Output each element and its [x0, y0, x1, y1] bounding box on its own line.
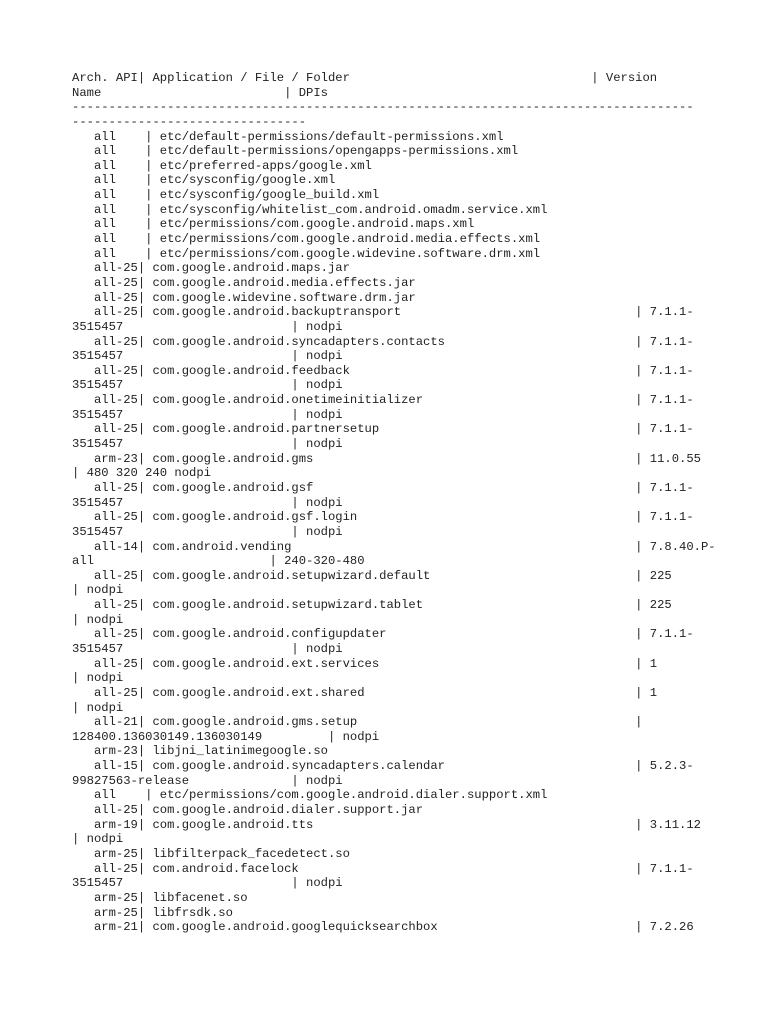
package-table [72, 71, 716, 935]
table-row: all-25| com.google.android.configupdater | 7.1.1- [72, 627, 694, 642]
table-row: 128400.136030149.136030149 | nodpi [72, 729, 380, 744]
table-row: all-25| com.google.android.setupwizard.tablet | 225 [72, 598, 672, 613]
table-row: all-21| com.google.android.gms.setup | [72, 715, 643, 730]
table-row: all | etc/default-permissions/opengapps-permissions.xml [72, 144, 519, 159]
table-row: all | 240-320-480 [72, 554, 365, 569]
table-row: 3515457 | nodpi [72, 437, 343, 452]
table-row: all | etc/default-permissions/default-permissions.xml [72, 129, 504, 144]
table-row: arm-25| libfacenet.so [72, 890, 248, 905]
table-row: all | etc/permissions/com.google.widevine.software.drm.xml [72, 246, 541, 261]
table-row: all-25| com.google.android.media.effects.jar [72, 275, 416, 290]
table-row: 3515457 | nodpi [72, 495, 343, 510]
table-row: 3515457 | nodpi [72, 378, 343, 393]
table-row: all-25| com.google.android.gsf.login | 7.1.1- [72, 510, 694, 525]
table-row: all-25| com.google.android.backuptransport | 7.1.1- [72, 305, 694, 320]
table-row: all-25| com.google.android.onetimeinitializer | 7.1.1- [72, 393, 694, 408]
table-row: arm-23| libjni_latinimegoogle.so [72, 744, 328, 759]
header-line: Arch. API| Application / File / Folder | Version [72, 71, 658, 85]
table-row: all-14| com.android.vending | 7.8.40.P- [72, 539, 716, 554]
table-row: arm-19| com.google.android.tts | 3.11.12 [72, 817, 701, 832]
table-row: 3515457 | nodpi [72, 319, 343, 334]
table-row: | nodpi [72, 700, 124, 715]
table-row: all | etc/sysconfig/whitelist_com.android.omadm.service.xml [72, 202, 548, 217]
table-row: all | etc/sysconfig/google_build.xml [72, 188, 380, 203]
header-rule: -------------------------------- [72, 114, 307, 129]
header-rule: ------------------------------------------------------------------------------------- [72, 100, 694, 115]
table-row: all-25| com.google.android.maps.jar [72, 261, 350, 276]
table-row: all | etc/preferred-apps/google.xml [72, 158, 372, 173]
table-row: all-25| com.google.android.partnersetup | 7.1.1- [72, 422, 694, 437]
table-row: all-25| com.google.widevine.software.drm.jar [72, 290, 416, 305]
table-row: 3515457 | nodpi [72, 407, 343, 422]
table-row: all-25| com.google.android.ext.services | 1 [72, 656, 658, 671]
table-row: all-25| com.google.android.gsf | 7.1.1- [72, 480, 694, 495]
table-row: | nodpi [72, 583, 124, 598]
table-row: arm-21| com.google.android.googlequicksearchbox | 7.2.26 [72, 920, 694, 935]
table-row: 3515457 | nodpi [72, 876, 343, 891]
table-row: all-25| com.google.android.ext.shared | 1 [72, 685, 658, 700]
table-row: | nodpi [72, 832, 124, 847]
table-row: all-25| com.google.android.dialer.support.jar [72, 803, 424, 818]
table-row: 3515457 | nodpi [72, 641, 343, 656]
table-row: all-15| com.google.android.syncadapters.calendar | 5.2.3- [72, 759, 694, 774]
table-row: all-25| com.google.android.setupwizard.default | 225 [72, 568, 672, 583]
table-row: all | etc/permissions/com.google.android.media.effects.xml [72, 232, 541, 247]
table-row: all | etc/sysconfig/google.xml [72, 173, 336, 188]
table-row: arm-25| libfilterpack_facedetect.so [72, 846, 350, 861]
table-row: all-25| com.android.facelock | 7.1.1- [72, 861, 694, 876]
table-row: 3515457 | nodpi [72, 524, 343, 539]
table-row: arm-25| libfrsdk.so [72, 905, 233, 920]
table-row: 99827563-release | nodpi [72, 773, 343, 788]
table-row: all-25| com.google.android.feedback | 7.1.1- [72, 363, 694, 378]
table-row: | nodpi [72, 671, 124, 686]
table-row: 3515457 | nodpi [72, 349, 343, 364]
table-row: all | etc/permissions/com.google.android.dialer.support.xml [72, 788, 548, 803]
header-line: Name | DPIs [72, 85, 328, 100]
table-row: all-25| com.google.android.syncadapters.contacts | 7.1.1- [72, 334, 694, 349]
table-row: | 480 320 240 nodpi [72, 466, 211, 481]
document-page [72, 71, 716, 935]
table-row: arm-23| com.google.android.gms | 11.0.55 [72, 451, 701, 466]
table-row: | nodpi [72, 612, 124, 627]
table-row: all | etc/permissions/com.google.android.maps.xml [72, 217, 475, 232]
